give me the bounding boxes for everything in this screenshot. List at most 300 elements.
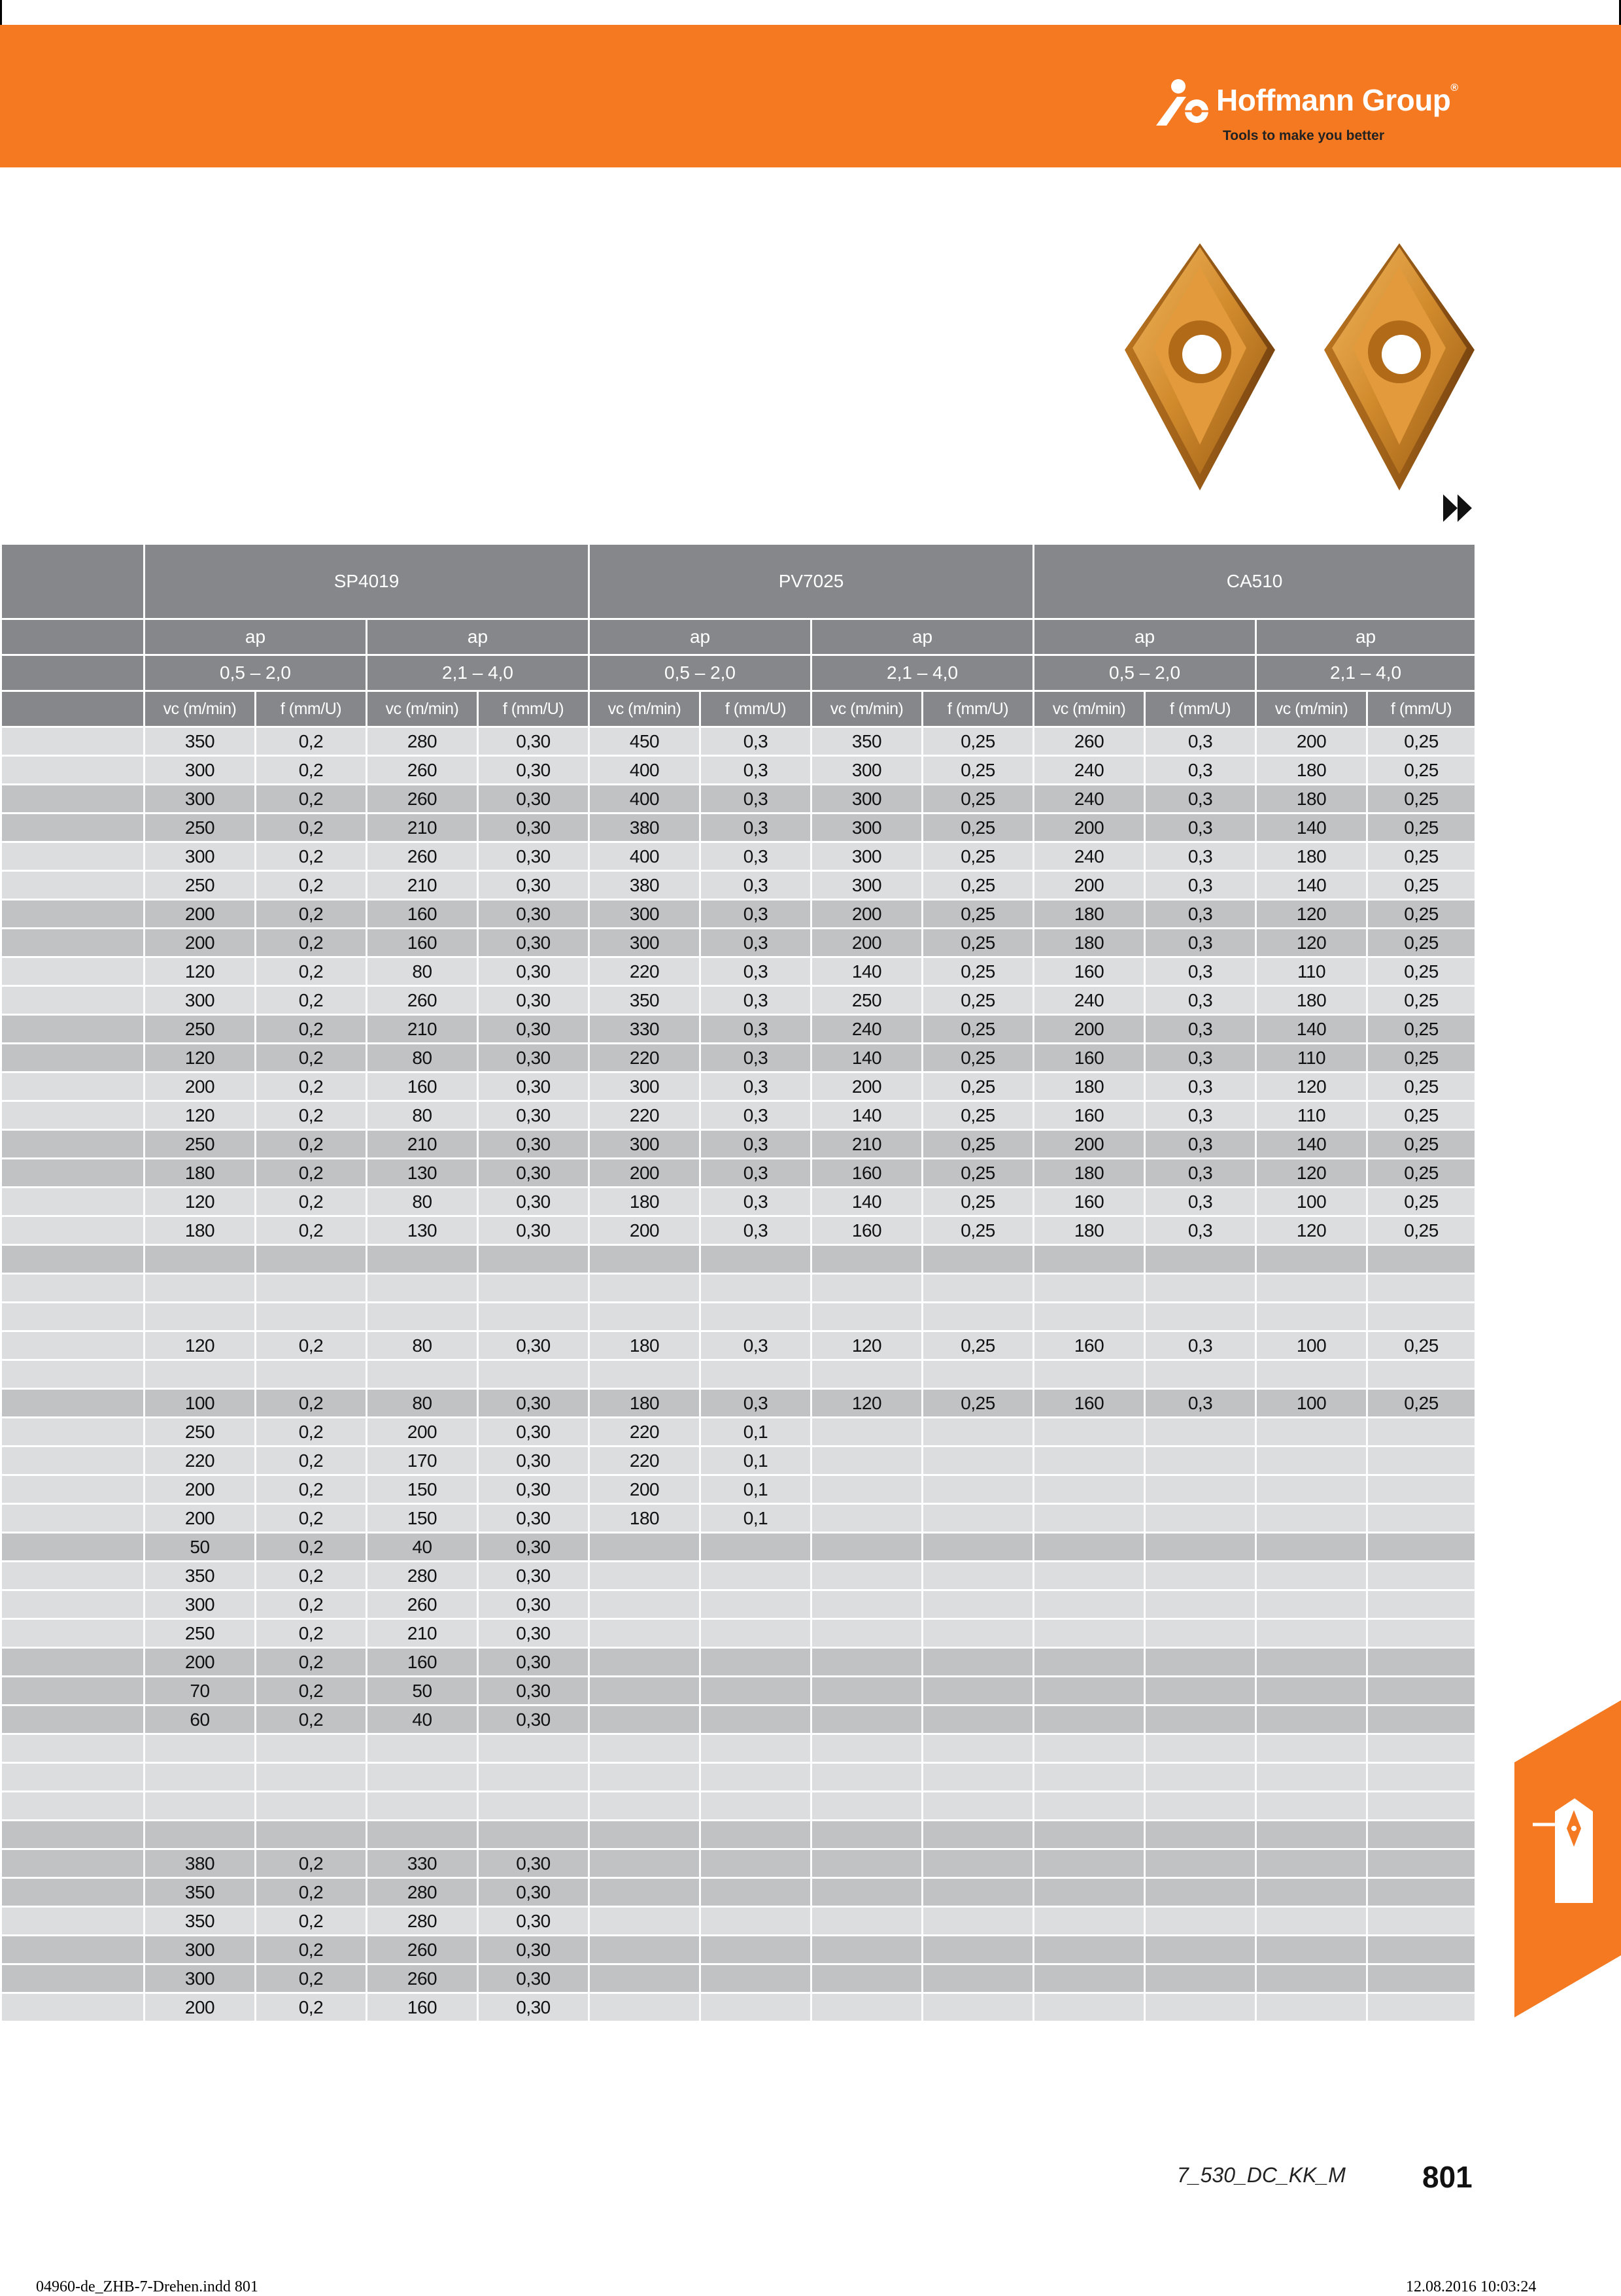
vc-cell bbox=[1256, 1447, 1367, 1475]
f-cell: 0,25 bbox=[1367, 1331, 1476, 1360]
vc-cell bbox=[811, 1763, 923, 1792]
row-label-cell bbox=[1, 1159, 145, 1188]
f-cell: 0,25 bbox=[1367, 1188, 1476, 1216]
f-cell: 0,25 bbox=[923, 1072, 1034, 1101]
vc-cell bbox=[811, 1821, 923, 1849]
vc-cell: 160 bbox=[367, 1072, 478, 1101]
f-cell: 0,3 bbox=[1145, 929, 1256, 957]
f-cell bbox=[923, 1993, 1034, 2022]
vc-cell bbox=[811, 1907, 923, 1936]
vc-cell bbox=[145, 1821, 256, 1849]
f-cell: 0,3 bbox=[700, 871, 811, 900]
vc-cell: 300 bbox=[811, 842, 923, 871]
vc-cell: 200 bbox=[1034, 1015, 1145, 1044]
vc-cell bbox=[811, 1648, 923, 1677]
f-cell: 0,25 bbox=[923, 756, 1034, 785]
f-cell bbox=[923, 1763, 1034, 1792]
vc-cell: 180 bbox=[1034, 929, 1145, 957]
vc-cell: 260 bbox=[367, 1936, 478, 1964]
vc-cell bbox=[1256, 1878, 1367, 1907]
f-cell: 0,2 bbox=[256, 1533, 367, 1562]
table-row bbox=[1, 1360, 1476, 1389]
vc-cell: 300 bbox=[145, 986, 256, 1015]
table-row bbox=[1, 1849, 1476, 1878]
f-cell: 0,2 bbox=[256, 1504, 367, 1533]
f-cell bbox=[1367, 1360, 1476, 1389]
f-cell: 0,2 bbox=[256, 1331, 367, 1360]
f-cell bbox=[923, 1447, 1034, 1475]
vc-cell bbox=[589, 1734, 700, 1763]
f-cell bbox=[1145, 1303, 1256, 1331]
vc-cell: 260 bbox=[367, 756, 478, 785]
f-cell: 0,3 bbox=[700, 842, 811, 871]
f-cell: 0,25 bbox=[1367, 1159, 1476, 1188]
table-row bbox=[1, 1015, 1476, 1044]
row-label-cell bbox=[1, 1936, 145, 1964]
table-row bbox=[1, 1331, 1476, 1360]
f-cell: 0,3 bbox=[1145, 727, 1256, 756]
table-row bbox=[1, 842, 1476, 871]
unit-header: vc (m/min) bbox=[811, 691, 923, 727]
vc-cell: 120 bbox=[811, 1331, 923, 1360]
vc-cell: 300 bbox=[145, 785, 256, 814]
f-cell bbox=[700, 1648, 811, 1677]
f-cell bbox=[1367, 1993, 1476, 2022]
unit-header: vc (m/min) bbox=[589, 691, 700, 727]
f-cell: 0,2 bbox=[256, 1475, 367, 1504]
vc-cell: 180 bbox=[1256, 756, 1367, 785]
vc-cell: 80 bbox=[367, 1188, 478, 1216]
f-cell bbox=[923, 1274, 1034, 1303]
row-label-cell bbox=[1, 1677, 145, 1705]
f-cell: 0,3 bbox=[700, 1130, 811, 1159]
vc-cell: 200 bbox=[1256, 727, 1367, 756]
turning-tool-icon[interactable] bbox=[1514, 1700, 1621, 2017]
vc-cell: 240 bbox=[1034, 986, 1145, 1015]
table-row bbox=[1, 957, 1476, 986]
vc-cell: 300 bbox=[589, 1130, 700, 1159]
table-row bbox=[1, 1245, 1476, 1274]
vc-cell: 210 bbox=[367, 1130, 478, 1159]
f-cell: 0,30 bbox=[478, 929, 589, 957]
f-cell bbox=[256, 1821, 367, 1849]
f-cell bbox=[1367, 1245, 1476, 1274]
vc-cell bbox=[1256, 1475, 1367, 1504]
vc-cell: 220 bbox=[589, 1101, 700, 1130]
vc-cell: 100 bbox=[145, 1389, 256, 1418]
unit-header: f (mm/U) bbox=[923, 691, 1034, 727]
f-cell bbox=[923, 1677, 1034, 1705]
vc-cell: 300 bbox=[145, 1590, 256, 1619]
vc-cell: 130 bbox=[367, 1159, 478, 1188]
vc-cell: 300 bbox=[145, 756, 256, 785]
table-row bbox=[1, 1964, 1476, 1993]
vc-cell bbox=[1034, 1447, 1145, 1475]
vc-cell bbox=[811, 1705, 923, 1734]
f-cell: 0,30 bbox=[478, 1936, 589, 1964]
table-corner bbox=[1, 691, 145, 727]
f-cell: 0,3 bbox=[700, 727, 811, 756]
vc-cell bbox=[811, 1533, 923, 1562]
f-cell: 0,25 bbox=[1367, 842, 1476, 871]
f-cell bbox=[1367, 1447, 1476, 1475]
row-label-cell bbox=[1, 1590, 145, 1619]
table-row bbox=[1, 1878, 1476, 1907]
vc-cell: 120 bbox=[1256, 1072, 1367, 1101]
vc-cell: 120 bbox=[1256, 900, 1367, 929]
vc-cell: 300 bbox=[811, 814, 923, 842]
row-label-cell bbox=[1, 871, 145, 900]
unit-header: vc (m/min) bbox=[1256, 691, 1367, 727]
f-cell bbox=[1145, 1533, 1256, 1562]
vc-cell bbox=[589, 1590, 700, 1619]
table-row bbox=[1, 1274, 1476, 1303]
vc-cell bbox=[589, 1705, 700, 1734]
f-cell: 0,3 bbox=[700, 1101, 811, 1130]
vc-cell: 250 bbox=[145, 814, 256, 842]
vc-cell bbox=[811, 1590, 923, 1619]
f-cell: 0,3 bbox=[700, 929, 811, 957]
vc-cell: 260 bbox=[367, 1964, 478, 1993]
vc-cell bbox=[1256, 1964, 1367, 1993]
vc-cell bbox=[1034, 1993, 1145, 2022]
f-cell bbox=[256, 1274, 367, 1303]
f-cell: 0,30 bbox=[478, 785, 589, 814]
double-chevron-right-icon[interactable] bbox=[1442, 492, 1475, 524]
f-cell bbox=[700, 1590, 811, 1619]
vc-cell bbox=[589, 1907, 700, 1936]
f-cell: 0,30 bbox=[478, 957, 589, 986]
f-cell: 0,30 bbox=[478, 1389, 589, 1418]
vc-cell bbox=[367, 1245, 478, 1274]
vc-cell bbox=[1034, 1274, 1145, 1303]
f-cell: 0,25 bbox=[923, 929, 1034, 957]
vc-cell: 40 bbox=[367, 1533, 478, 1562]
f-cell bbox=[700, 1993, 811, 2022]
vc-cell bbox=[145, 1734, 256, 1763]
unit-header: f (mm/U) bbox=[478, 691, 589, 727]
grade-header: CA510 bbox=[1034, 544, 1476, 619]
row-label-cell bbox=[1, 1188, 145, 1216]
vc-cell: 110 bbox=[1256, 1044, 1367, 1072]
vc-cell: 200 bbox=[145, 929, 256, 957]
insert-1 bbox=[1125, 243, 1275, 490]
row-label-cell bbox=[1, 1389, 145, 1418]
vc-cell: 210 bbox=[367, 871, 478, 900]
vc-cell bbox=[1034, 1821, 1145, 1849]
f-cell bbox=[1145, 1677, 1256, 1705]
f-cell bbox=[1367, 1418, 1476, 1447]
row-label-cell bbox=[1, 1648, 145, 1677]
f-cell: 0,3 bbox=[700, 1188, 811, 1216]
f-cell: 0,3 bbox=[1145, 871, 1256, 900]
f-cell: 0,25 bbox=[923, 727, 1034, 756]
vc-cell: 250 bbox=[145, 1619, 256, 1648]
f-cell: 0,1 bbox=[700, 1475, 811, 1504]
vc-cell: 140 bbox=[1256, 1015, 1367, 1044]
f-cell: 0,25 bbox=[923, 957, 1034, 986]
vc-cell bbox=[1034, 1849, 1145, 1878]
vc-cell: 180 bbox=[1034, 900, 1145, 929]
row-label-cell bbox=[1, 1130, 145, 1159]
vc-cell bbox=[145, 1792, 256, 1821]
vc-cell bbox=[1256, 1734, 1367, 1763]
vc-cell: 350 bbox=[811, 727, 923, 756]
f-cell: 0,3 bbox=[1145, 1044, 1256, 1072]
f-cell: 0,3 bbox=[1145, 1015, 1256, 1044]
ap-range: 0,5 – 2,0 bbox=[145, 655, 367, 691]
table-row bbox=[1, 1936, 1476, 1964]
f-cell bbox=[923, 1792, 1034, 1821]
unit-header: f (mm/U) bbox=[256, 691, 367, 727]
vc-cell bbox=[811, 1418, 923, 1447]
table-row bbox=[1, 1648, 1476, 1677]
vc-cell: 280 bbox=[367, 1562, 478, 1590]
vc-cell: 160 bbox=[1034, 1389, 1145, 1418]
vc-cell bbox=[367, 1360, 478, 1389]
table-row bbox=[1, 1475, 1476, 1504]
table-row bbox=[1, 1590, 1476, 1619]
vc-cell bbox=[1034, 1792, 1145, 1821]
row-label-cell bbox=[1, 1044, 145, 1072]
f-cell: 0,1 bbox=[700, 1447, 811, 1475]
vc-cell bbox=[1256, 1303, 1367, 1331]
f-cell bbox=[1367, 1734, 1476, 1763]
vc-cell: 300 bbox=[145, 842, 256, 871]
f-cell: 0,30 bbox=[478, 1044, 589, 1072]
vc-cell: 200 bbox=[1034, 871, 1145, 900]
f-cell bbox=[700, 1705, 811, 1734]
f-cell bbox=[700, 1562, 811, 1590]
vc-cell bbox=[1256, 1245, 1367, 1274]
vc-cell: 300 bbox=[589, 900, 700, 929]
row-label-cell bbox=[1, 900, 145, 929]
f-cell: 0,30 bbox=[478, 1447, 589, 1475]
f-cell: 0,3 bbox=[700, 1015, 811, 1044]
f-cell bbox=[1367, 1849, 1476, 1878]
f-cell: 0,30 bbox=[478, 727, 589, 756]
vc-cell: 150 bbox=[367, 1504, 478, 1533]
ap-range: 0,5 – 2,0 bbox=[1034, 655, 1256, 691]
f-cell bbox=[1145, 1447, 1256, 1475]
row-label-cell bbox=[1, 1504, 145, 1533]
vc-cell bbox=[1256, 1792, 1367, 1821]
table-row bbox=[1, 1101, 1476, 1130]
f-cell bbox=[478, 1245, 589, 1274]
vc-cell bbox=[367, 1763, 478, 1792]
table-row bbox=[1, 1418, 1476, 1447]
vc-cell bbox=[1256, 1590, 1367, 1619]
f-cell: 0,3 bbox=[700, 756, 811, 785]
vc-cell: 240 bbox=[1034, 756, 1145, 785]
row-label-cell bbox=[1, 957, 145, 986]
f-cell: 0,25 bbox=[923, 1130, 1034, 1159]
table-corner bbox=[1, 655, 145, 691]
f-cell bbox=[923, 1964, 1034, 1993]
row-label-cell bbox=[1, 1763, 145, 1792]
vc-cell: 250 bbox=[145, 1015, 256, 1044]
table-row bbox=[1, 1188, 1476, 1216]
f-cell: 0,25 bbox=[923, 986, 1034, 1015]
vc-cell: 140 bbox=[811, 1044, 923, 1072]
row-label-cell bbox=[1, 1993, 145, 2022]
row-label-cell bbox=[1, 1101, 145, 1130]
table-row bbox=[1, 1072, 1476, 1101]
vc-cell: 180 bbox=[1034, 1159, 1145, 1188]
row-label-cell bbox=[1, 1303, 145, 1331]
f-cell bbox=[1145, 1936, 1256, 1964]
f-cell: 0,30 bbox=[478, 1188, 589, 1216]
vc-cell bbox=[1034, 1504, 1145, 1533]
vc-cell bbox=[1034, 1763, 1145, 1792]
ap-label: ap bbox=[1034, 619, 1256, 655]
row-label-cell bbox=[1, 1245, 145, 1274]
f-cell bbox=[700, 1619, 811, 1648]
vc-cell: 100 bbox=[1256, 1389, 1367, 1418]
vc-cell bbox=[811, 1792, 923, 1821]
vc-cell bbox=[1034, 1964, 1145, 1993]
f-cell: 0,1 bbox=[700, 1418, 811, 1447]
table-row bbox=[1, 727, 1476, 756]
f-cell: 0,2 bbox=[256, 1648, 367, 1677]
page-number: 801 bbox=[1422, 2160, 1473, 2194]
vc-cell: 110 bbox=[1256, 957, 1367, 986]
f-cell: 0,2 bbox=[256, 1188, 367, 1216]
vc-cell: 210 bbox=[367, 1619, 478, 1648]
f-cell: 0,25 bbox=[923, 871, 1034, 900]
brand-name: Hoffmann Group® bbox=[1216, 82, 1458, 117]
f-cell: 0,30 bbox=[478, 756, 589, 785]
f-cell: 0,30 bbox=[478, 900, 589, 929]
unit-header: vc (m/min) bbox=[1034, 691, 1145, 727]
vc-cell bbox=[1256, 1705, 1367, 1734]
table-row bbox=[1, 1792, 1476, 1821]
f-cell bbox=[1367, 1475, 1476, 1504]
vc-cell bbox=[1256, 1504, 1367, 1533]
vc-cell bbox=[1034, 1245, 1145, 1274]
vc-cell: 200 bbox=[145, 1993, 256, 2022]
vc-cell: 160 bbox=[1034, 957, 1145, 986]
f-cell bbox=[923, 1504, 1034, 1533]
vc-cell: 60 bbox=[145, 1705, 256, 1734]
f-cell bbox=[700, 1763, 811, 1792]
f-cell: 0,30 bbox=[478, 1648, 589, 1677]
vc-cell: 220 bbox=[589, 1447, 700, 1475]
f-cell: 0,2 bbox=[256, 1677, 367, 1705]
f-cell: 0,3 bbox=[1145, 957, 1256, 986]
row-label-cell bbox=[1, 986, 145, 1015]
vc-cell: 200 bbox=[589, 1475, 700, 1504]
f-cell: 0,2 bbox=[256, 1878, 367, 1907]
f-cell: 0,2 bbox=[256, 929, 367, 957]
f-cell: 0,30 bbox=[478, 1849, 589, 1878]
f-cell bbox=[923, 1849, 1034, 1878]
row-label-cell bbox=[1, 1533, 145, 1562]
vc-cell: 350 bbox=[145, 1878, 256, 1907]
row-label-cell bbox=[1, 1331, 145, 1360]
vc-cell bbox=[811, 1303, 923, 1331]
f-cell: 0,30 bbox=[478, 1993, 589, 2022]
vc-cell bbox=[589, 1792, 700, 1821]
vc-cell: 130 bbox=[367, 1216, 478, 1245]
vc-cell bbox=[367, 1821, 478, 1849]
vc-cell bbox=[1256, 1648, 1367, 1677]
vc-cell: 200 bbox=[811, 900, 923, 929]
f-cell bbox=[1145, 1907, 1256, 1936]
table-row bbox=[1, 1389, 1476, 1418]
vc-cell: 160 bbox=[811, 1159, 923, 1188]
f-cell bbox=[1367, 1763, 1476, 1792]
grade-header: PV7025 bbox=[589, 544, 1034, 619]
f-cell: 0,25 bbox=[923, 1389, 1034, 1418]
f-cell bbox=[923, 1562, 1034, 1590]
row-label-cell bbox=[1, 814, 145, 842]
vc-cell bbox=[1034, 1705, 1145, 1734]
vc-cell bbox=[811, 1878, 923, 1907]
vc-cell: 200 bbox=[589, 1216, 700, 1245]
vc-cell: 120 bbox=[1256, 929, 1367, 957]
f-cell bbox=[1367, 1792, 1476, 1821]
f-cell: 0,30 bbox=[478, 1878, 589, 1907]
row-label-cell bbox=[1, 1274, 145, 1303]
vc-cell: 240 bbox=[1034, 842, 1145, 871]
f-cell: 0,3 bbox=[1145, 1159, 1256, 1188]
f-cell: 0,30 bbox=[478, 1331, 589, 1360]
vc-cell: 250 bbox=[145, 1130, 256, 1159]
table-corner bbox=[1, 619, 145, 655]
table-row bbox=[1, 1562, 1476, 1590]
f-cell bbox=[1367, 1677, 1476, 1705]
vc-cell bbox=[589, 1648, 700, 1677]
vc-cell: 200 bbox=[1034, 814, 1145, 842]
vc-cell: 380 bbox=[589, 814, 700, 842]
brand-tagline: Tools to make you better bbox=[1223, 128, 1384, 143]
f-cell: 0,3 bbox=[1145, 1130, 1256, 1159]
f-cell bbox=[256, 1792, 367, 1821]
f-cell bbox=[256, 1245, 367, 1274]
vc-cell bbox=[811, 1360, 923, 1389]
row-label-cell bbox=[1, 1821, 145, 1849]
f-cell bbox=[1145, 1792, 1256, 1821]
vc-cell: 180 bbox=[1256, 842, 1367, 871]
vc-cell: 140 bbox=[811, 1101, 923, 1130]
f-cell: 0,3 bbox=[1145, 900, 1256, 929]
f-cell: 0,30 bbox=[478, 1562, 589, 1590]
f-cell bbox=[923, 1475, 1034, 1504]
f-cell bbox=[700, 1878, 811, 1907]
f-cell bbox=[478, 1303, 589, 1331]
vc-cell: 220 bbox=[589, 957, 700, 986]
ap-label: ap bbox=[811, 619, 1034, 655]
table-row bbox=[1, 1821, 1476, 1849]
vc-cell bbox=[145, 1274, 256, 1303]
f-cell bbox=[923, 1648, 1034, 1677]
f-cell: 0,25 bbox=[1367, 871, 1476, 900]
vc-cell: 50 bbox=[367, 1677, 478, 1705]
vc-cell: 140 bbox=[1256, 1130, 1367, 1159]
f-cell: 0,2 bbox=[256, 900, 367, 929]
vc-cell: 200 bbox=[145, 1504, 256, 1533]
table-row bbox=[1, 814, 1476, 842]
f-cell: 0,30 bbox=[478, 1015, 589, 1044]
vc-cell bbox=[1256, 1533, 1367, 1562]
f-cell: 0,2 bbox=[256, 1389, 367, 1418]
f-cell: 0,2 bbox=[256, 1619, 367, 1648]
vc-cell bbox=[145, 1303, 256, 1331]
vc-cell bbox=[811, 1964, 923, 1993]
row-label-cell bbox=[1, 1216, 145, 1245]
vc-cell bbox=[1034, 1878, 1145, 1907]
